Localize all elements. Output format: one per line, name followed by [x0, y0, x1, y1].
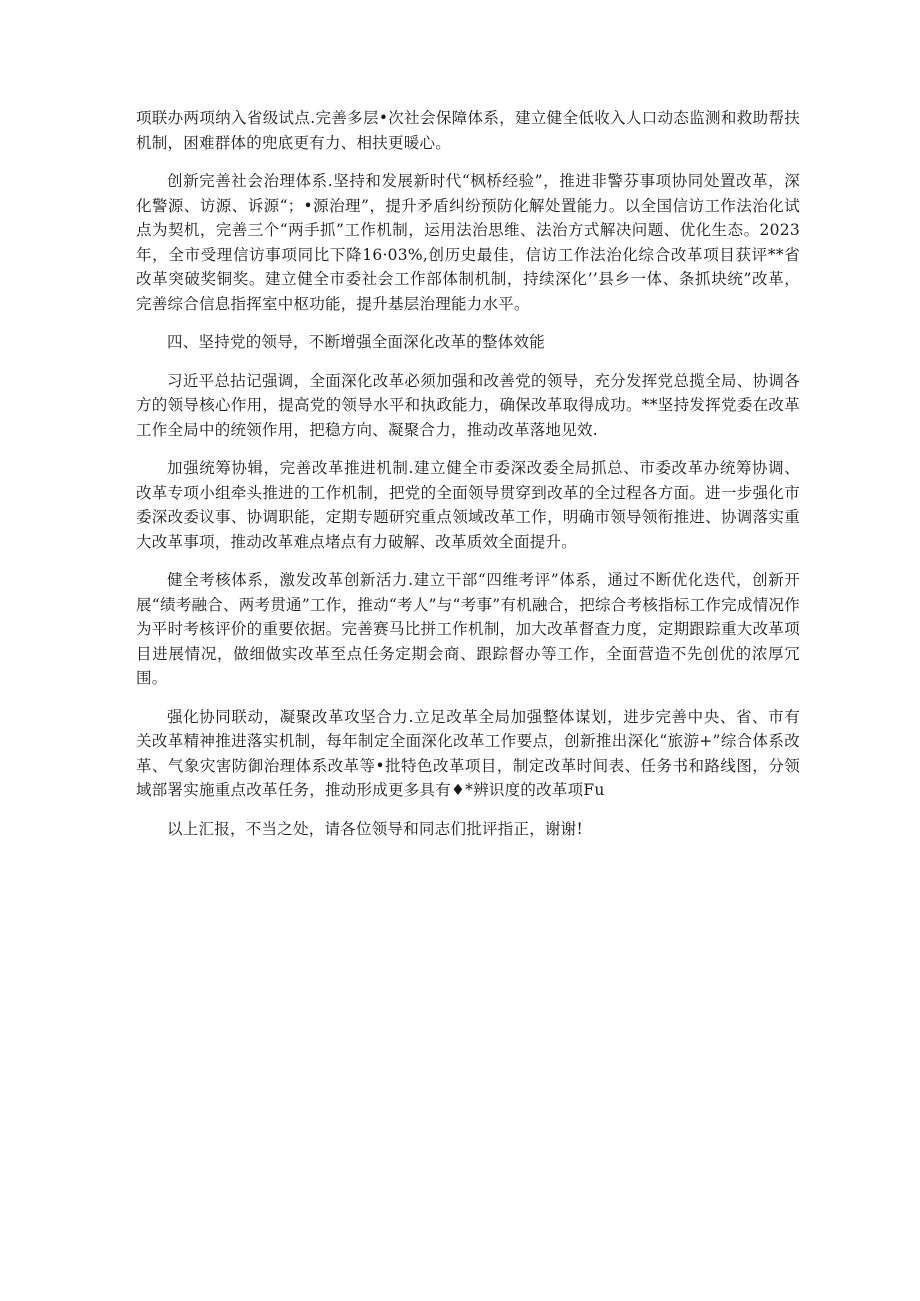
paragraph-social-security: 项联办两项纳入省级试点.完善多层•次社会保障体系，建立健全低收入人口动态监测和救助帮扶机制，困难群体的兜底更有力、相扶更暖心。 [136, 109, 800, 152]
paragraph-closing: 以上汇报，不当之处，请各位领导和同志们批评指正，谢谢! [167, 819, 583, 838]
paragraph-social-governance: 创新完善社会治理体系.坚持和发展新时代“枫桥经验”，推进非警芬事项协同处置改革，深化警源、访源、诉源“；•源治理”，提升矛盾纠纷预防化解处置能力。以全国信访工作法治化试点为契机，完善三个“两手抓”工作机制，运用法治思维、法治方式解决问题、优化生态。2023年，全市受理信访事项同比下降16·03%,创历史最佳，信访工作法治化综合改革项目获评**省改革突破奖铜奖。建立健全市委社会工作部体制机制，持续深化’’县乡一体、条抓块统”改革，完善综合信息指挥室中枢功能，提升基层治理能力水平。 [136, 172, 800, 313]
paragraph-assessment: 健全考核体系，激发改革创新活力.建立干部“四维考评”体系，通过不断优化迭代，创新开展“绩考融合、两考贯通”工作，推动“考人”与“考事”有机融合，把综合考核指标工作完成情况作为平时考核评价的重要依据。完善赛马比拼工作机制，加大改革督查力度，定期跟踪重大改革项目进展情况，做细做实改革至点任务定期会商、跟踪督办等工作，全面营造不先创优的浓厚冗围。 [136, 571, 800, 687]
paragraph-collaboration: 强化协同联动，凝聚改革攻坚合力.立足改革全局加强整体谋划，进步完善中央、省、市有关改革精神推进落实机制，每年制定全面深化改革工作要点，创新推出深化“旅游+”综合体系改革、气象灾害防御治理体系改革等•批特色改革项目，制定改革时间表、任务书和路线图，分领域部署实施重点改革任务，推动形成更多具有♦*辨识度的改革项Fu [136, 707, 800, 799]
document-body [136, 106, 800, 855]
section-heading-party-leadership: 四、坚持党的领导，不断增强全面深化改革的整体效能 [167, 333, 546, 351]
paragraph-coordination: 加强统筹协辑，完善改革推进机制.建立健全市委深改委全局抓总、市委改革办统筹协调、改革专项小组牵头推进的工作机制，把党的全面领导贯穿到改革的全过程各方面。进一步强化市委深改委议事、协调职能，定期专题研究重点领域改革工作，明确市领导领衔推进、协调落实重大改革事项，推动改革难点堵点有力破解、改革质效全面提升。 [136, 459, 800, 551]
paragraph-party-leadership: 习近平总拈记强调，全面深化改革必须加强和改善党的领导，充分发挥党总揽全局、协调各方的领导核心作用，提高党的领导水平和执政能力，确保改革取得成功。**坚持发挥党委在改革工作全局中的统领作用，把稳方向、凝聚合力，推动改革落地见效. [136, 371, 800, 439]
